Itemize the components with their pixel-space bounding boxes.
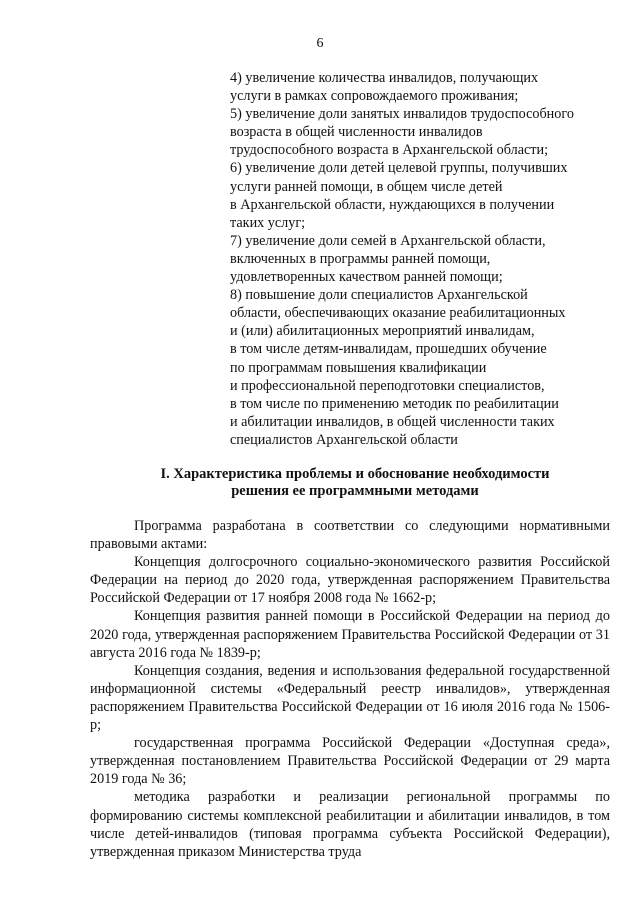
list-line: в том числе по применению методик по реабилитации	[230, 395, 559, 412]
list-line: 5) увеличение доли занятых инвалидов трудоспособного	[230, 106, 574, 123]
list-line: трудоспособного возраста в Архангельской области;	[230, 142, 549, 159]
section-heading-line: решения ее программными методами	[231, 483, 479, 499]
list-line: и профессиональной переподготовки специалистов,	[230, 377, 545, 394]
body-text	[90, 517, 610, 861]
list-line: и (или) абилитационных мероприятий инвалидам,	[230, 323, 535, 340]
list-line: 6) увеличение доли детей целевой группы, получивших	[230, 160, 568, 177]
paragraph: Концепция создания, ведения и использования федеральной государственной информационной системы «Федеральный реестр инвалидов», утвержденная распоряжением Правительства Российской Федерации от 16 июля 2016 года № 1506-р;	[90, 662, 610, 734]
list-line: возраста в общей численности инвалидов	[230, 124, 483, 141]
list-line: 8) повышение доли специалистов Архангельской	[230, 287, 528, 304]
list-line: в Архангельской области, нуждающихся в получении	[230, 196, 555, 213]
list-line: услуги ранней помощи, в общем числе детей	[230, 178, 503, 195]
list-line: 7) увеличение доли семей в Архангельской области,	[230, 232, 546, 249]
target-indicators-list	[230, 69, 610, 449]
paragraph: Программа разработана в соответствии со следующими нормативными правовыми актами:	[90, 518, 610, 553]
paragraph: методика разработки и реализации региональной программы по формированию системы комплексной реабилитации и абилитации инвалидов, в том числе детей-инвалидов (типовая программа субъекта Российской Федерации), утвержденная приказом Министерства труда	[90, 789, 610, 860]
list-line: и абилитации инвалидов, в общей численности таких	[230, 413, 555, 430]
section-heading-line: I. Характеристика проблемы и обоснование необходимости	[160, 466, 550, 482]
list-line: удовлетворенных качеством ранней помощи;	[230, 269, 503, 286]
page-number: 6	[316, 36, 324, 51]
section-heading	[90, 466, 620, 500]
list-line: в том числе детям-инвалидам, прошедших обучение	[230, 341, 547, 358]
list-line: области, обеспечивающих оказание реабилитационных	[230, 305, 566, 322]
list-line: по программам повышения квалификации	[230, 359, 487, 376]
list-line: услуги в рамках сопровождаемого проживания;	[230, 88, 519, 105]
paragraph: Концепция долгосрочного социально-экономического развития Российской Федерации на период до 2020 года, утвержденная распоряжением Правительства Российской Федерации от 17 ноября 2008 года № 1662-р;	[90, 554, 610, 607]
paragraph: Концепция развития ранней помощи в Российской Федерации на период до 2020 года, утвержденная распоряжением Правительства Российской Федерации от 31 августа 2016 года № 1839-р;	[90, 608, 610, 661]
list-line: включенных в программы ранней помощи,	[230, 250, 491, 267]
list-line: 4) увеличение количества инвалидов, получающих	[230, 70, 539, 86]
paragraph: государственная программа Российской Федерации «Доступная среда», утвержденная постановлением Правительства Российской Федерации от 29 марта 2019 года № 36;	[90, 735, 610, 788]
list-line: таких услуг;	[230, 214, 306, 231]
list-line: специалистов Архангельской области	[230, 431, 458, 448]
